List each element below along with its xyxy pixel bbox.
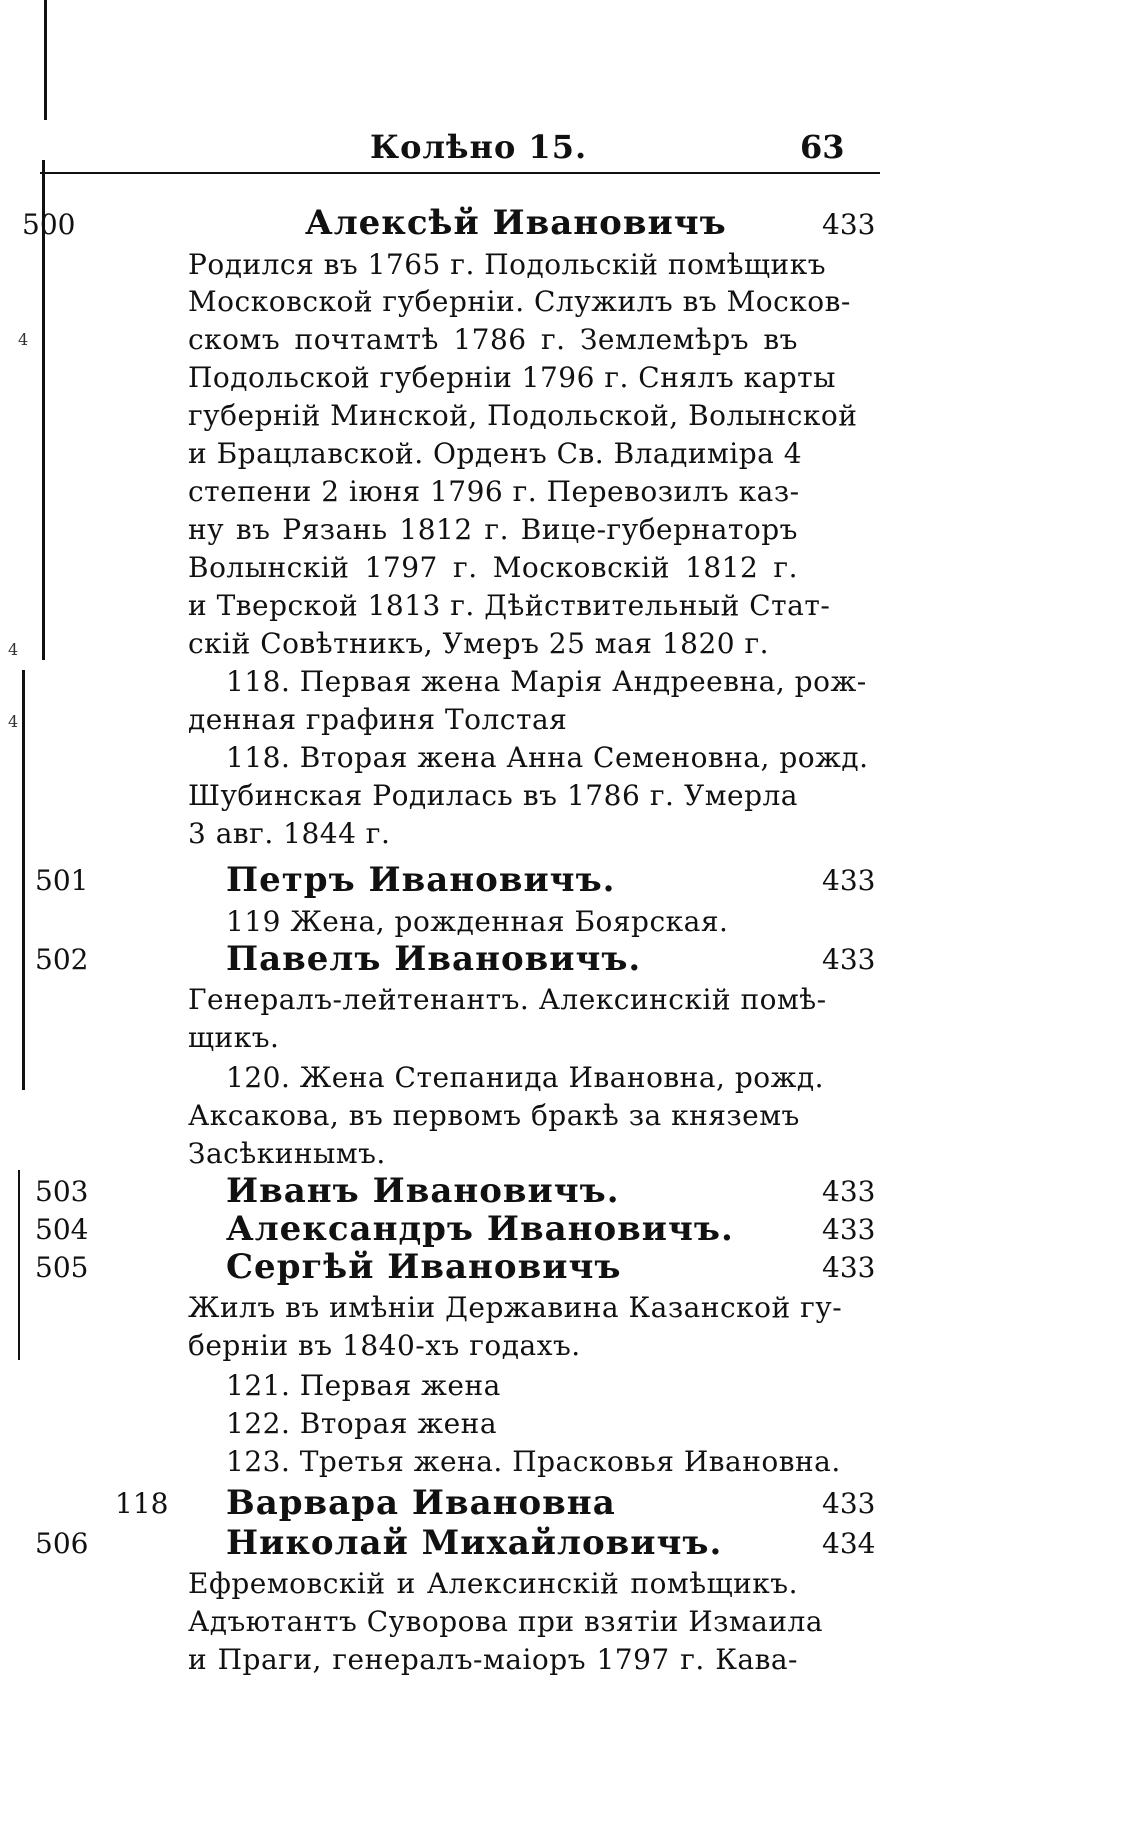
- biography-line: Адъютантъ Суворова при взятіи Измаила: [188, 1605, 824, 1638]
- reference-number: 433: [822, 1251, 876, 1284]
- spouse-line: Засѣкинымъ.: [188, 1137, 386, 1170]
- reference-number: 433: [822, 1487, 876, 1520]
- entry-number: 500: [22, 208, 76, 241]
- biography-line: Подольской губерніи 1796 г. Снялъ карты: [188, 361, 836, 394]
- entry-number: 502: [35, 943, 89, 976]
- biography-line: Волынскій 1797 г. Московскій 1812 г.: [188, 551, 798, 584]
- entry-number: 506: [35, 1527, 89, 1560]
- reference-number: 433: [822, 943, 876, 976]
- biography-line: Родился въ 1765 г. Подольскій помѣщикъ: [188, 248, 827, 281]
- biography-line: берніи въ 1840-хъ годахъ.: [188, 1329, 581, 1362]
- margin-fragment: 4: [8, 712, 19, 731]
- biography-line: губерній Минской, Подольской, Волынской: [188, 399, 858, 432]
- entry-number: 118: [115, 1487, 169, 1520]
- reference-number: 433: [822, 1175, 876, 1208]
- binding-line-bottom: [18, 1170, 20, 1360]
- margin-fragment: 4: [18, 330, 29, 349]
- binding-line-lower: [22, 670, 25, 1090]
- spouse-line: 118. Вторая жена Анна Семеновна, рожд.: [226, 741, 869, 774]
- entry-number: 503: [35, 1175, 89, 1208]
- binding-line-top: [44, 0, 47, 120]
- person-name: Иванъ Ивановичъ.: [226, 1171, 620, 1211]
- person-name: Александръ Ивановичъ.: [226, 1209, 734, 1249]
- person-name: Алексѣй Ивановичъ: [305, 203, 727, 243]
- spouse-line: 120. Жена Степанида Ивановна, рожд.: [226, 1061, 825, 1094]
- spouse-line: 119 Жена, рожденная Боярская.: [226, 905, 729, 938]
- entry-number: 505: [35, 1251, 89, 1284]
- biography-line: Жилъ въ имѣніи Державина Казанской гу-: [188, 1291, 843, 1324]
- header-rule: [40, 172, 880, 174]
- spouse-line: 123. Третья жена. Прасковья Ивановна.: [226, 1445, 841, 1478]
- biography-line: Московской губерніи. Служилъ въ Москов-: [188, 285, 851, 318]
- biography-line: и Праги, генералъ-маіоръ 1797 г. Кава-: [188, 1643, 798, 1676]
- biography-line: скомъ почтамтѣ 1786 г. Землемѣръ въ: [188, 323, 798, 356]
- biography-line: Ефремовскій и Алексинскій помѣщикъ.: [188, 1567, 798, 1600]
- running-header: Колѣно 15.: [370, 128, 588, 166]
- person-name: Петръ Ивановичъ.: [226, 860, 616, 900]
- reference-number: 434: [822, 1527, 876, 1560]
- spouse-line: 118. Первая жена Марія Андреевна, рож-: [226, 665, 867, 698]
- person-name: Варвара Ивановна: [226, 1483, 616, 1523]
- person-name: Николай Михайловичъ.: [226, 1523, 723, 1563]
- spouse-line: 122. Вторая жена: [226, 1407, 498, 1440]
- entry-number: 504: [35, 1213, 89, 1246]
- biography-line: и Брацлавской. Орденъ Св. Владиміра 4: [188, 437, 803, 470]
- biography-line: щикъ.: [188, 1021, 280, 1054]
- margin-fragment: 4: [8, 640, 19, 659]
- biography-line: степени 2 іюня 1796 г. Перевозилъ каз-: [188, 475, 800, 508]
- reference-number: 433: [822, 208, 876, 241]
- person-name: Павелъ Ивановичъ.: [226, 939, 642, 979]
- entry-number: 501: [35, 864, 89, 897]
- page-number: 63: [800, 128, 845, 166]
- spouse-line: Аксакова, въ первомъ бракѣ за княземъ: [188, 1099, 800, 1132]
- reference-number: 433: [822, 864, 876, 897]
- person-name: Сергѣй Ивановичъ: [226, 1247, 622, 1287]
- spouse-line: денная графиня Толстая: [188, 703, 568, 736]
- biography-line: ну въ Рязань 1812 г. Вице-губернаторъ: [188, 513, 798, 546]
- spouse-line: 121. Первая жена: [226, 1369, 501, 1402]
- reference-number: 433: [822, 1213, 876, 1246]
- biography-line: скій Совѣтникъ, Умеръ 25 мая 1820 г.: [188, 627, 770, 660]
- biography-line: Генералъ-лейтенантъ. Алексинскій помѣ-: [188, 983, 827, 1016]
- spouse-line: 3 авг. 1844 г.: [188, 817, 391, 850]
- biography-line: и Тверской 1813 г. Дѣйствительный Стат-: [188, 589, 831, 622]
- spouse-line: Шубинская Родилась въ 1786 г. Умерла: [188, 779, 798, 812]
